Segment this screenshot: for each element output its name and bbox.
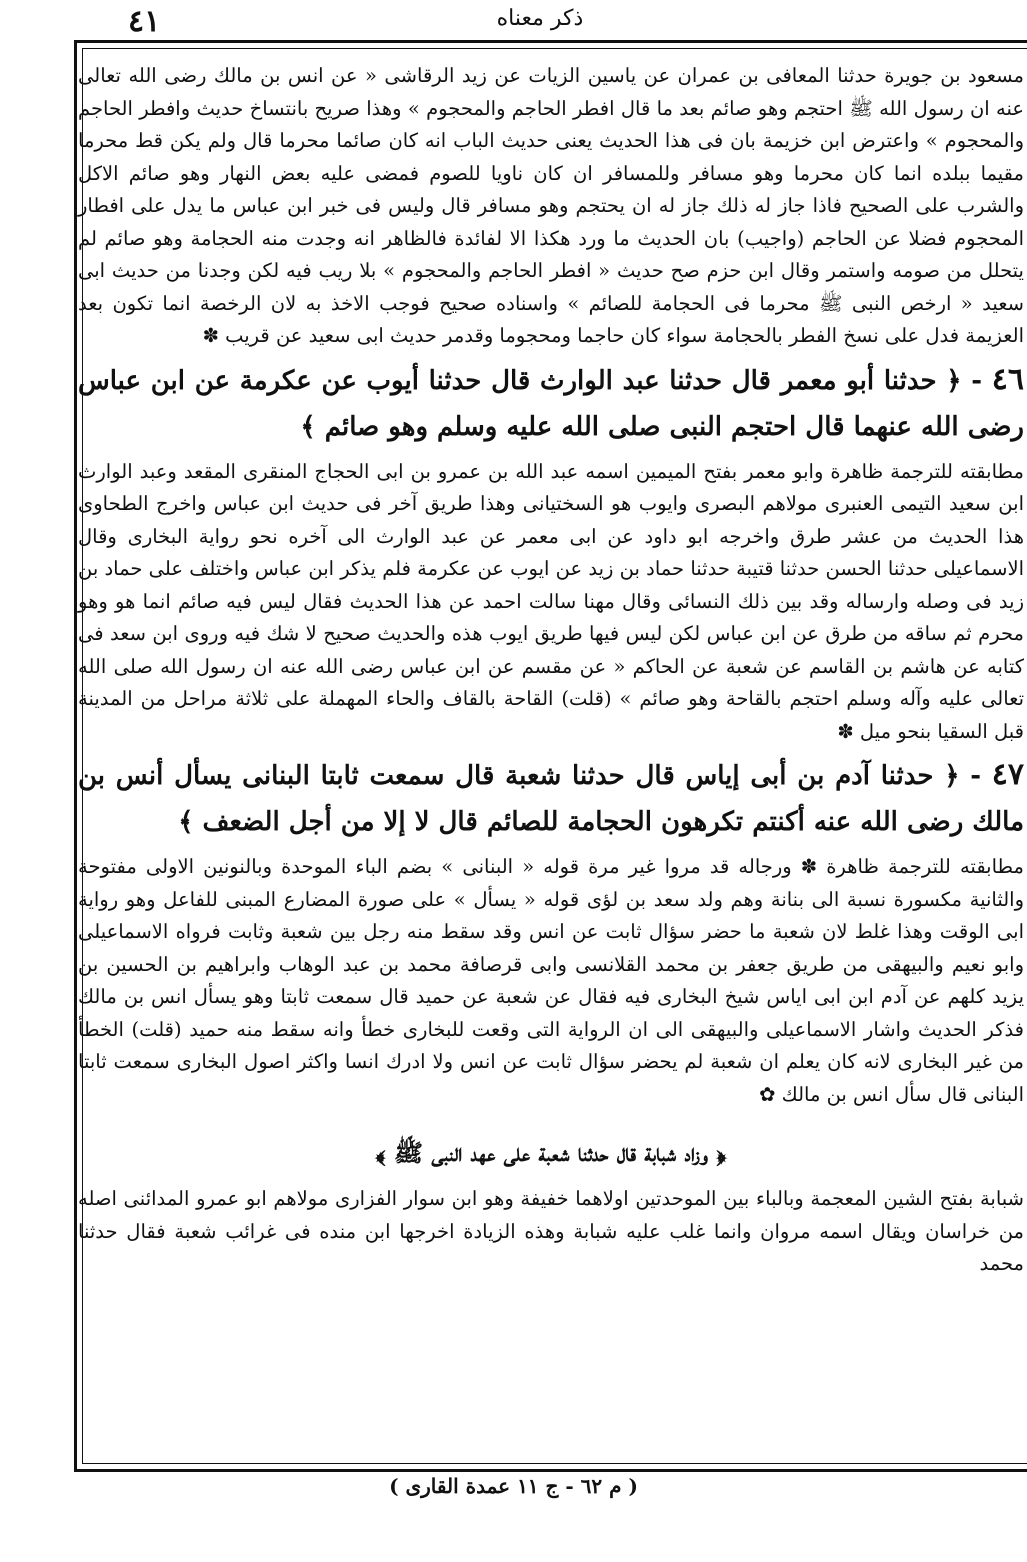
page-number: ٤١ xyxy=(128,4,161,39)
page-header xyxy=(0,0,1027,42)
commentary-47: مطابقته للترجمة ظاهرة ✽ ورجاله قد مروا غير مرة قوله « البنانى » بضم الباء الموحدة وبالنونين الاولى مفتوحة والثانية مكسورة نسبة الى بنانة وهم ولد سعد بن لؤى قوله « يسأل » على صورة المضارع المبنى للفاعل وهو رواية ابى الوقت وهذا غلط لان شعبة ما حضر سؤال ثابت عن انس وقد سقط منه رجل بين شعبة وثابت فرواه الاسماعيلى وابو نعيم والبيهقى من طريق جعفر بن محمد القلانسى وابى قرصافة محمد بن عبد الوهاب وابراهيم بن الحسين بن يزيد كلهم عن آدم ابن ابى اياس شيخ البخارى فيه فقال عن شعبة عن حميد قال سمعت ثابتا وهو يسأل انس بن مالك فذكر الحديث واشار الاسماعيلى والبيهقى الى ان الرواية التى وقعت للبخارى خطأ وانه سقط منه حميد (قلت) الخطأ من غير البخارى لانه كان يعلم ان شعبة لم يحضر سؤال ثابت عن انس ولا ادرك انسا واكثر اصول البخارى سمعت ثابتا البنانى قال سأل انس بن مالك ✿ xyxy=(78,855,1024,1106)
main-text xyxy=(78,60,1024,1281)
hadith-47 xyxy=(78,752,1024,845)
hadith-number-47: ٤٧ xyxy=(991,757,1024,792)
footer-signature: ( م ٦٢ - ج ١١ عمدة القارى ) xyxy=(389,1474,638,1498)
running-head: ذكر معناه xyxy=(496,6,584,31)
hadith-number-46: ٤٦ xyxy=(991,361,1024,397)
hadith-46 xyxy=(78,357,1024,450)
opening-paragraph: مسعود بن جويرة حدثنا المعافى بن عمران عن ياسين الزيات عن زيد الرقاشى « عن انس بن مالك رضى الله تعالى عنه ان رسول الله ﷺ احتجم وهو صائم بعد ما قال افطر الحاجم والمحجوم » وهذا صريح بانتساخ حديث وافطر الحاجم والمحجوم » واعترض ابن خزيمة بان فى هذا الحديث يعنى حديث الباب انه كان صائما محرما قال ولم يكن قط محرما مقيما ببلده انما كان محرما وهو مسافر وللمسافر ان كان ناويا للصوم فمضى عليه بعض النهار وهو صائم الاكل والشرب على الصحيح فاذا جاز له ذلك جاز له ان يحتجم وهو مسافر قال وليس فى خبر ابن عباس ما يدل على افطار المحجوم فضلا عن الحاجم (واجيب) بان الحديث ما ورد هكذا الا لفائدة فالظاهر انه وجدت منه الحجامة وهو صائم لم يتحلل من صومه واستمر وقال ابن حزم صح حديث « افطر الحاجم والمحجوم » بلا ريب فيه لكن وجدنا من حديث ابى سعيد « ارخص النبى ﷺ محرما فى الحجامة للصائم » واسناده صحيح فوجب الاخذ به لان الرخصة انما تكون بعد العزيمة فدل على نسخ الفطر بالحجامة سواء كان حاجما ومحجوما وقدمر حديث ابى سعيد عن قريب ✽ xyxy=(78,64,1024,347)
commentary-46: مطابقته للترجمة ظاهرة وابو معمر بفتح الميمين اسمه عبد الله بن عمرو بن ابى الحجاج المنقرى المقعد وعبد الوارث ابن سعيد التيمى العنبرى مولاهم البصرى وايوب هو السختيانى وهذا طريق آخر فى حديث ابن عباس واخرج الطحاوى هذا الحديث من عشر طرق واخرجه ابو داود عن ابى معمر عن عبد الوارث الى آخره نحو رواية البخارى وقال الاسماعيلى حدثنا الحسن حدثنا قتيبة حدثنا حماد بن زيد عن ايوب عن عكرمة فلم يذكر ابن عباس واختلف على حماد بن زيد فى وصله وارساله وقد بين ذلك النسائى وقال مهنا سالت احمد عن هذا الحديث فقال ليس فيه صائم انما هو وهو محرم ثم ساقه من طرق عن ابن عباس لكن ليس فيها طريق ايوب هذه والحديث صحيح لا شك فيه وروى ابن سعد فى كتابه عن هاشم بن القاسم عن شعبة عن الحاكم « عن مقسم عن ابن عباس رضى الله عنه ان رسول الله صلى الله تعالى عليه وآله وسلم احتجم بالقاحة وهو صائم » (قلت) القاحة بالقاف والحاء المهملة على ثلاثة مراحل من المدينة قبل السقيا بنحو ميل ✽ xyxy=(78,459,1024,743)
hadith-text-47: - ﴿ حدثنا آدم بن أبى إياس قال حدثنا شعبة قال سمعت ثابتا البنانى يسأل أنس بن مالك رضى الله عنه أكنتم تكرهون الحجامة للصائم قال لا إلا من أجل الضعف ﴾ xyxy=(78,761,1024,837)
commentary-final: شبابة بفتح الشين المعجمة وبالباء بين الموحدتين اولاهما خفيفة وهو ابن سوار الفزارى مولاهم ابو عمرو المدائنى اصله من خراسان ويقال اسمه مروان وانما غلب عليه شبابة وهذه الزيادة اخرجها ابن منده فى غرائب شعبة فقال حدثنا محمد xyxy=(78,1187,1024,1275)
hadith-text-46: - ﴿ حدثنا أبو معمر قال حدثنا عبد الوارث قال حدثنا أيوب عن عكرمة عن ابن عباس رضى الله عنهما قال احتجم النبى صلى الله عليه وسلم وهو صائم ﴾ xyxy=(78,365,1024,442)
section-heading: ﴿ وزاد شبابة قال حدثنا شعبة على عهد النبى ﷺ ﴾ xyxy=(375,1138,727,1167)
